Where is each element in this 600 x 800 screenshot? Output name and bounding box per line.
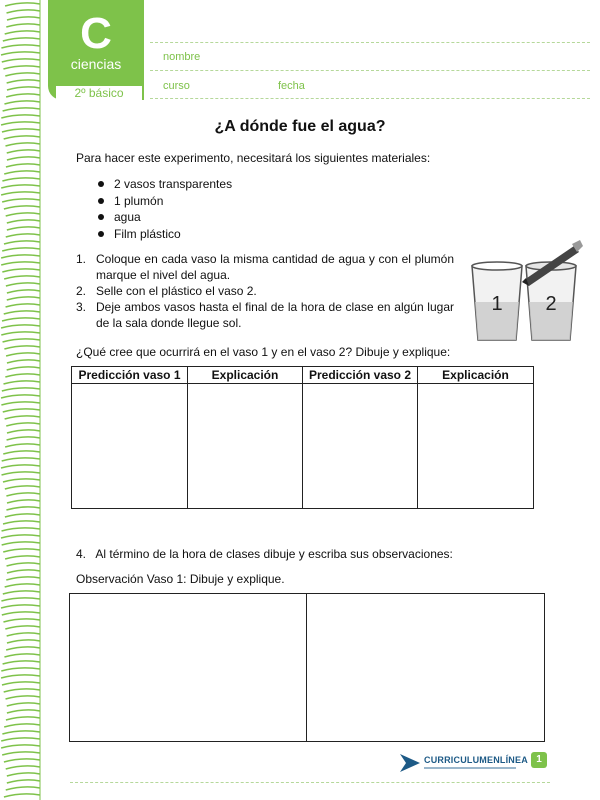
glass-2-label: 2 [545, 293, 557, 315]
logo-arrow-icon [400, 754, 420, 772]
prediction-vaso-1-cell[interactable] [72, 384, 188, 509]
column-header: Explicación [188, 367, 303, 384]
glass-1-label: 1 [491, 293, 503, 315]
logo-tagline-bar [424, 767, 516, 769]
header-top-line [150, 42, 590, 43]
steps-list [76, 251, 454, 331]
logo-text: CURRICULUMENLÍNEA [424, 755, 528, 765]
course-label: curso [163, 80, 190, 92]
date-label: fecha [278, 80, 305, 92]
step-number: 2. [76, 284, 87, 298]
column-header: Predicción vaso 1 [72, 367, 188, 384]
observation-explanation-box[interactable] [306, 593, 545, 742]
list-item: 1 plumón [96, 193, 232, 210]
explanation-2-cell[interactable] [418, 384, 534, 509]
glasses-illustration [466, 240, 586, 344]
subject-name: ciencias [70, 56, 122, 72]
prediction-vaso-2-cell[interactable] [303, 384, 418, 509]
list-item [76, 283, 454, 299]
step-text: Selle con el plástico el vaso 2. [96, 284, 257, 298]
name-field[interactable] [150, 70, 590, 71]
curriculum-logo [400, 752, 528, 774]
page-title: ¿A dónde fue el agua? [214, 118, 386, 135]
step-number: 4. [76, 547, 87, 561]
materials-list [96, 176, 232, 242]
subject-letter: C [80, 9, 112, 58]
grade-label: 2º básico [56, 86, 142, 100]
footer-line [70, 782, 550, 783]
name-label: nombre [163, 51, 201, 63]
course-date-field[interactable] [150, 98, 590, 99]
step-text: Coloque en cada vaso la misma cantidad de agua y con el plumón marque el nivel del agua. [96, 252, 454, 282]
prediction-table [71, 366, 534, 509]
step-4 [76, 546, 453, 562]
list-item [76, 251, 454, 283]
page-number: 1 [531, 752, 547, 768]
step-text: Deje ambos vasos hasta el final de la hora de clase en algún lugar de la sala donde llegue sol. [96, 300, 454, 330]
question-text: ¿Qué cree que ocurrirá en el vaso 1 y en el vaso 2? Dibuje y explique: [76, 345, 451, 359]
list-item: 2 vasos transparentes [96, 176, 232, 193]
step-number: 1. [76, 252, 87, 266]
step-number: 3. [76, 300, 87, 314]
list-item: agua [96, 209, 232, 226]
observation-label: Observación Vaso 1: Dibuje y explique. [76, 572, 285, 586]
step-text: Al término de la hora de clases dibuje y escriba sus observaciones: [95, 547, 453, 561]
intro-text: Para hacer este experimento, necesitará los siguientes materiales: [76, 151, 431, 165]
subject-badge [48, 0, 144, 100]
column-header: Explicación [418, 367, 534, 384]
list-item [76, 299, 454, 331]
column-header: Predicción vaso 2 [303, 367, 418, 384]
explanation-1-cell[interactable] [188, 384, 303, 509]
list-item: Film plástico [96, 226, 232, 243]
observation-drawing-box[interactable] [69, 593, 307, 742]
